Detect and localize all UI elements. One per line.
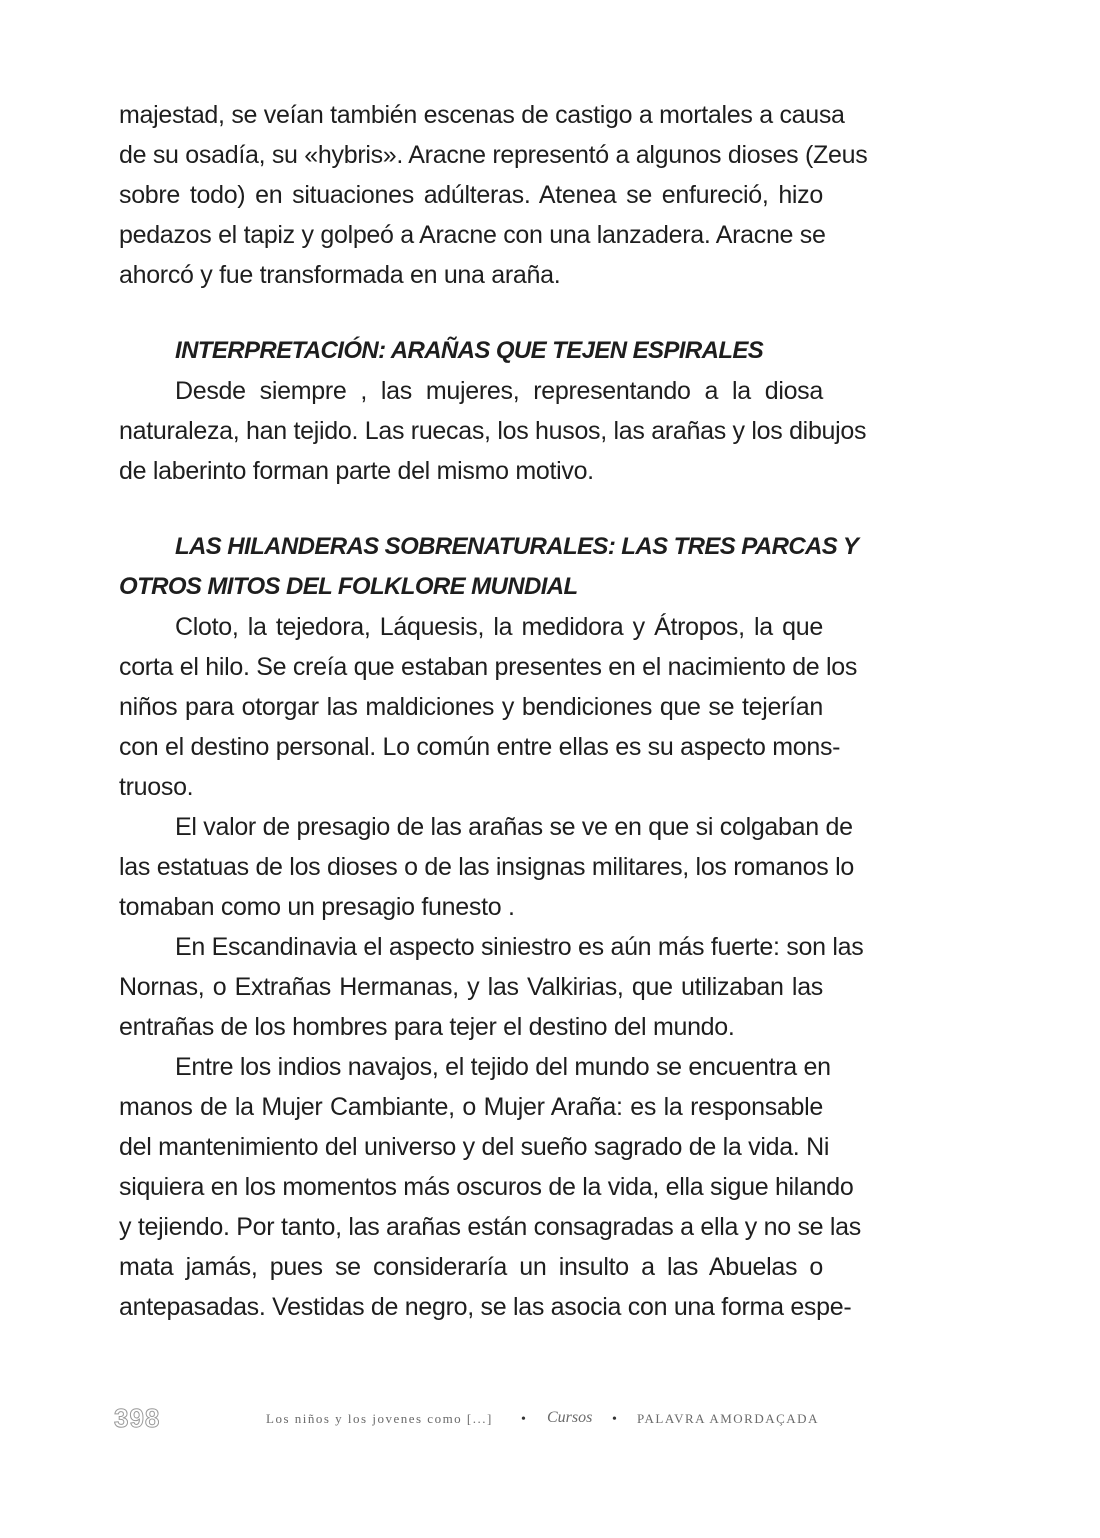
page-footer xyxy=(114,1405,824,1435)
text-line: manos de la Mujer Cambiante, o Mujer Araña: es la responsable xyxy=(119,1093,823,1121)
text-line: sobre todo) en situaciones adúlteras. Atenea se enfureció, hizo xyxy=(119,181,823,209)
text-line: niños para otorgar las maldiciones y bendiciones que se tejerían xyxy=(119,693,823,721)
bullet-icon: • xyxy=(612,1412,617,1427)
text-line: Desde siempre , las mujeres, representando a la diosa xyxy=(175,377,823,405)
text-line: truoso. xyxy=(119,773,194,801)
section-heading xyxy=(119,527,859,607)
text-line: entrañas de los hombres para tejer el destino del mundo. xyxy=(119,1013,735,1041)
paragraph xyxy=(119,927,864,1047)
text-line: ahorcó y fue transformada en una araña. xyxy=(119,261,561,289)
section-gap xyxy=(119,295,823,331)
heading-line: LAS HILANDERAS SOBRENATURALES: LAS TRES PARCAS Y xyxy=(175,533,859,560)
text-line: de laberinto forman parte del mismo motivo. xyxy=(119,457,594,485)
text-line: de su osadía, su «hybris». Aracne representó a algunos dioses (Zeus xyxy=(119,141,868,169)
paragraph xyxy=(119,607,858,807)
text-line: El valor de presagio de las arañas se ve en que si colgaban de xyxy=(175,813,853,841)
text-line: las estatuas de los dioses o de las insignas militares, los romanos lo xyxy=(119,853,854,881)
text-line: tomaban como un presagio funesto . xyxy=(119,893,515,921)
paragraph xyxy=(119,95,868,295)
text-line: antepasadas. Vestidas de negro, se las asocia con una forma espe- xyxy=(119,1293,852,1321)
text-line: naturaleza, han tejido. Las ruecas, los husos, las arañas y los dibujos xyxy=(119,417,867,445)
series-name: Cursos xyxy=(547,1409,593,1426)
heading-line: OTROS MITOS DEL FOLKLORE MUNDIAL xyxy=(119,573,578,600)
text-line: y tejiendo. Por tanto, las arañas están consagradas a ella y no se las xyxy=(119,1213,861,1241)
text-line: siquiera en los momentos más oscuros de la vida, ella sigue hilando xyxy=(119,1173,854,1201)
text-line: Entre los indios navajos, el tejido del mundo se encuentra en xyxy=(175,1053,831,1081)
section-gap xyxy=(119,491,823,527)
document-body xyxy=(119,95,868,1327)
collection-name: PALAVRA AMORDAÇADA xyxy=(637,1411,819,1426)
text-line: del mantenimiento del universo y del sueño sagrado de la vida. Ni xyxy=(119,1133,830,1161)
paragraph xyxy=(119,807,854,927)
text-line: con el destino personal. Lo común entre ellas es su aspecto mons- xyxy=(119,733,841,761)
text-line: Cloto, la tejedora, Láquesis, la medidora y Átropos, la que xyxy=(175,613,823,641)
text-line: corta el hilo. Se creía que estaban presentes en el nacimiento de los xyxy=(119,653,858,681)
paragraph xyxy=(119,371,867,491)
paragraph xyxy=(119,1047,861,1327)
section-heading: INTERPRETACIÓN: ARAÑAS QUE TEJEN ESPIRALES xyxy=(175,337,764,364)
page-number: 398 xyxy=(114,1403,161,1433)
text-line: En Escandinavia el aspecto siniestro es aún más fuerte: son las xyxy=(175,933,864,961)
text-line: pedazos el tapiz y golpeó a Aracne con una lanzadera. Aracne se xyxy=(119,221,826,249)
text-line: majestad, se veían también escenas de castigo a mortales a causa xyxy=(119,101,845,129)
running-title: Los niños y los jovenes como [...] xyxy=(266,1411,493,1426)
text-line: Nornas, o Extrañas Hermanas, y las Valkirias, que utilizaban las xyxy=(119,973,823,1001)
text-line: mata jamás, pues se consideraría un insulto a las Abuelas o xyxy=(119,1253,823,1281)
bullet-icon: • xyxy=(521,1412,526,1427)
